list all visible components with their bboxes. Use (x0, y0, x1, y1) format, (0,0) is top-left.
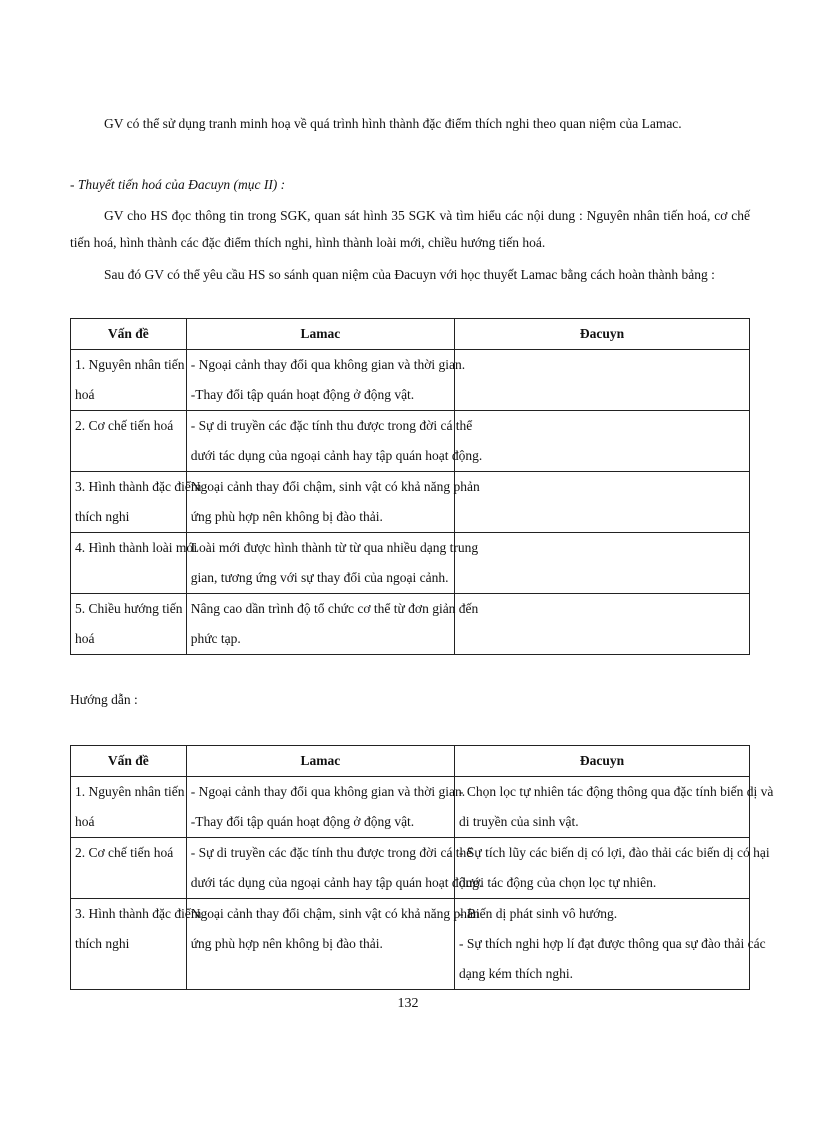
cell-line: hoá (75, 631, 95, 646)
cell-line: thích nghi (75, 936, 130, 951)
table-row (71, 838, 750, 899)
cell-line: - Ngoại cảnh thay đổi qua không gian và thời gian. (190, 357, 466, 372)
cell-line: 1. Nguyên nhân tiến (75, 357, 185, 372)
cell-line: 2. Cơ chế tiến hoá (75, 845, 174, 860)
cell-line: - Sự di truyền các đặc tính thu được trong đời cá thể (190, 845, 473, 860)
darwin-cell (455, 533, 750, 594)
darwin-cell (455, 350, 750, 411)
intro-paragraph: GV có thể sử dụng tranh minh hoạ về quá trình hình thành đặc điểm thích nghi theo quan niệm của Lamac. (104, 116, 682, 131)
darwin-cell (455, 838, 770, 899)
cell-line: Ngoại cảnh thay đổi chậm, sinh vật có khả năng phản (190, 906, 480, 921)
cell-line: - Ngoại cảnh thay đổi qua không gian và thời gian. (190, 784, 466, 799)
header-issue: Vấn đề (71, 746, 187, 777)
cell-line: - Sự tích lũy các biến dị có lợi, đào thải các biến dị có hại (459, 845, 770, 860)
instruction-paragraph: GV cho HS đọc thông tin trong SGK, quan sát hình 35 SGK và tìm hiểu các nội dung : Nguyên nhân tiến hoá, cơ chế tiến hoá, hình thành các đặc điểm thích nghi, hình thành loài mới, chiều hướng tiến hoá. (70, 208, 750, 250)
guide-label: Hướng dẫn : (70, 692, 138, 707)
cell-line: dưới tác động của chọn lọc tự nhiên. (459, 875, 657, 890)
cell-line: -Thay đổi tập quán hoạt động ở động vật. (190, 814, 415, 829)
issue-cell (71, 472, 202, 533)
cell-line: 3. Hình thành đặc điểm (75, 906, 202, 921)
cell-line: ứng phù hợp nên không bị đào thải. (190, 509, 383, 524)
lamac-cell (186, 350, 466, 411)
task-paragraph: Sau đó GV có thể yêu cầu HS so sánh quan niệm của Đacuyn với học thuyết Lamac bằng cách hoàn thành bảng : (104, 267, 715, 282)
cell-line: hoá (75, 387, 95, 402)
table-row (71, 594, 750, 655)
table-header-row (71, 746, 750, 777)
page-number: 132 (397, 996, 419, 1011)
header-lamac: Lamac (186, 746, 454, 777)
table-row (71, 533, 750, 594)
cell-line: dạng kém thích nghi. (459, 966, 574, 981)
lamac-cell (186, 899, 480, 990)
lamac-cell (186, 594, 479, 655)
table-header-row (71, 319, 750, 350)
table-row (71, 777, 750, 838)
table-row (71, 899, 750, 990)
darwin-cell (455, 594, 750, 655)
cell-line: -Thay đổi tập quán hoạt động ở động vật. (190, 387, 415, 402)
cell-line: hoá (75, 814, 95, 829)
lamac-cell (186, 838, 483, 899)
cell-line: 3. Hình thành đặc điểm (75, 479, 202, 494)
cell-line: Nâng cao dần trình độ tổ chức cơ thể từ đơn giản đến (190, 601, 479, 616)
header-darwin: Đacuyn (455, 319, 750, 350)
lamac-cell (186, 533, 479, 594)
issue-cell (71, 533, 198, 594)
lamac-cell (186, 411, 483, 472)
darwin-cell (455, 411, 750, 472)
header-darwin: Đacuyn (455, 746, 750, 777)
issue-cell (71, 838, 187, 899)
cell-line: - Chọn lọc tự nhiên tác động thông qua đặc tính biến dị và (459, 784, 774, 799)
cell-line: 5. Chiều hướng tiến (75, 601, 183, 616)
header-lamac: Lamac (186, 319, 454, 350)
cell-line: ứng phù hợp nên không bị đào thải. (190, 936, 383, 951)
cell-line: - Biến dị phát sinh vô hướng. (459, 906, 618, 921)
cell-line: thích nghi (75, 509, 130, 524)
lamac-cell (186, 472, 480, 533)
cell-line: gian, tương ứng với sự thay đổi của ngoại cảnh. (190, 570, 449, 585)
comparison-table-answer (70, 745, 774, 990)
comparison-table-blank (70, 318, 750, 655)
cell-line: 2. Cơ chế tiến hoá (75, 418, 174, 433)
cell-line: - Sự thích nghi hợp lí đạt được thông qua sự đào thải các (459, 936, 766, 951)
cell-line: dưới tác dụng của ngoại cảnh hay tập quán hoạt động. (190, 448, 483, 463)
darwin-cell (455, 777, 774, 838)
header-issue: Vấn đề (71, 319, 187, 350)
table-row (71, 350, 750, 411)
cell-line: Loài mới được hình thành từ từ qua nhiều dạng trung (190, 540, 479, 555)
cell-line: 1. Nguyên nhân tiến (75, 784, 185, 799)
issue-cell (71, 899, 202, 990)
issue-cell (71, 350, 187, 411)
cell-line: Ngoại cảnh thay đổi chậm, sinh vật có khả năng phản (190, 479, 480, 494)
table-row (71, 411, 750, 472)
darwin-cell (455, 899, 766, 990)
section-heading: - Thuyết tiến hoá của Đacuyn (mục II) : (70, 177, 286, 192)
issue-cell (71, 777, 187, 838)
cell-line: - Sự di truyền các đặc tính thu được trong đời cá thể (190, 418, 473, 433)
cell-line: di truyền của sinh vật. (459, 814, 579, 829)
issue-cell (71, 411, 187, 472)
cell-line: phức tạp. (190, 631, 241, 646)
lamac-cell (186, 777, 466, 838)
table-row (71, 472, 750, 533)
cell-line: dưới tác dụng của ngoại cảnh hay tập quán hoạt động. (190, 875, 483, 890)
issue-cell (71, 594, 187, 655)
cell-line: 4. Hình thành loài mới (75, 540, 198, 555)
darwin-cell (455, 472, 750, 533)
